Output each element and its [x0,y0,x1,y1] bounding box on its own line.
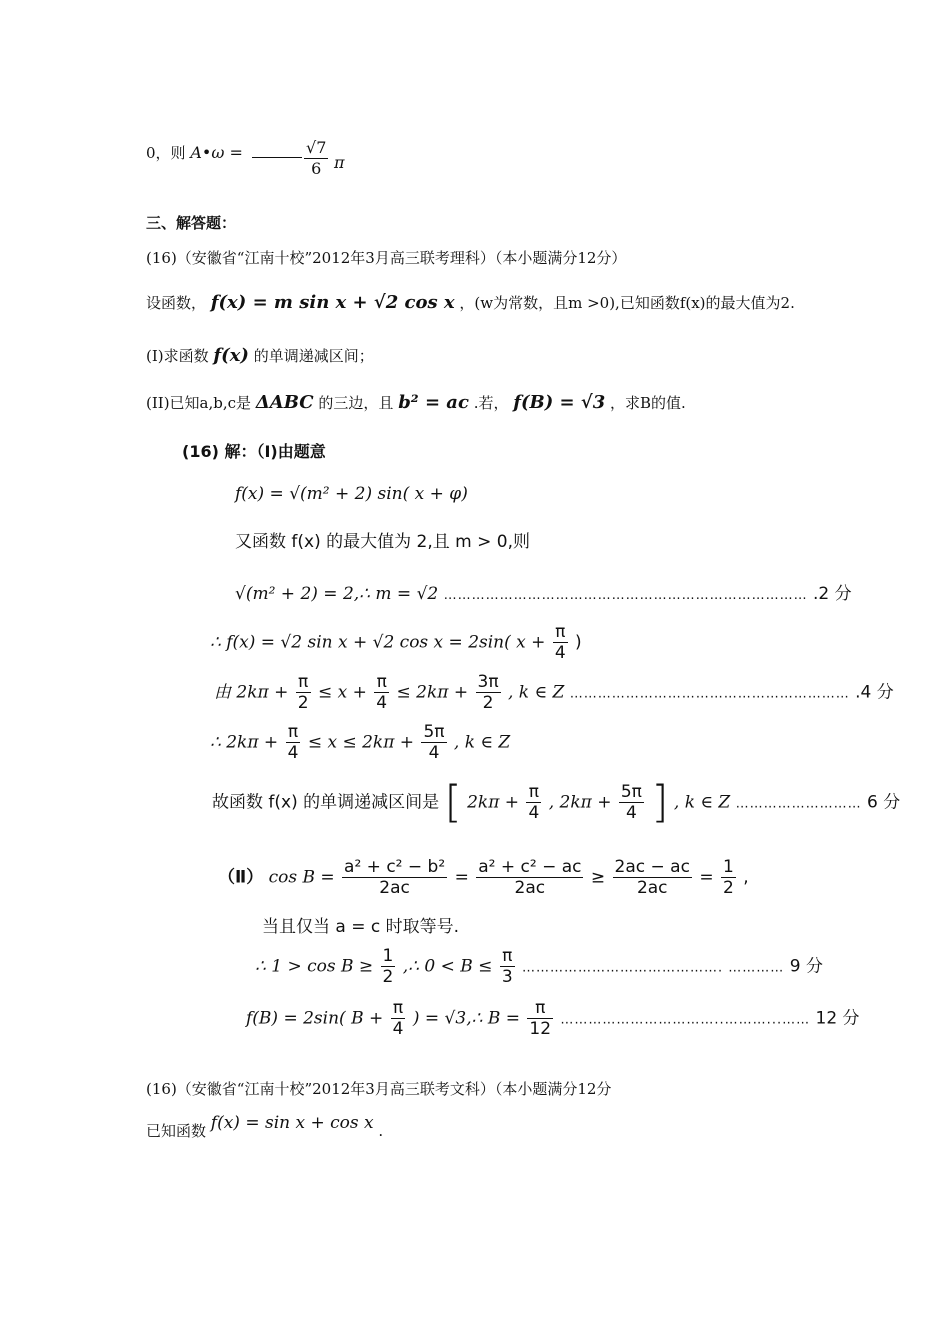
problem1-part2 [146,392,686,414]
solution-step7 [212,776,901,828]
line3-pre: ∴ 1 > cos B ≥ [255,956,374,977]
step7-tail: , k ∈ Z [673,792,731,813]
top-fraction-den: 6 [311,159,322,178]
step3-dots: …………………………………………………………………… [443,588,808,603]
step5-mid2: ≤ 2kπ + [396,682,469,703]
step5-frac2-num: π [374,672,389,693]
step4-tail: ) [575,632,582,653]
part2-frac3-den: 2ac [636,878,668,898]
line4-frac2-num: π [527,998,553,1019]
step7-left-bracket: [ [444,776,462,828]
step5-frac1 [296,672,311,713]
step7-b: , 2kπ + [548,792,612,813]
problem1-line1-suffix: ，(w为常数，且m >0),已知函数f(x)的最大值为2. [459,294,795,312]
step7-frac1-den: 4 [528,803,540,823]
top-underline [252,147,302,158]
step5-frac3-num: 3π [477,672,499,692]
part2-frac1-num: a² + c² − b² [344,857,446,877]
part1-suffix: 的单调递减区间； [253,347,374,365]
step5-frac2 [374,672,389,713]
part2-eq: = [454,867,469,888]
problem1-line1 [146,292,795,314]
step5-frac1-den: 2 [297,693,309,713]
problem1-part1 [146,345,374,367]
line4-mid: ) = √3,∴ B = [412,1008,520,1029]
top-pi: π [334,153,345,172]
line3-frac2-num: π [500,946,515,967]
line4-frac1-den: 4 [392,1019,404,1039]
problem1-line1-prefix: 设函数， [146,294,207,312]
line3-frac1-num: 1 [382,946,394,966]
step7-dots: ……………………… [735,796,862,812]
part2-frac4 [721,857,736,898]
step4-expr: ∴ f(x) = √2 sin x + √2 cos x = 2sin( x + [210,632,546,653]
step7-a: 2kπ + [467,792,520,813]
part2-line1 [218,857,749,898]
part2-mid: 的三边，且 [318,394,394,412]
step5-pre: 由 2kπ + [214,682,289,703]
line4-frac1 [391,998,406,1039]
part2-fb: f(B) = √3 [513,392,606,413]
solution-step2: 又函数 f(x) 的最大值为 2,且 m > 0,则 [235,532,530,552]
line3-frac1 [381,946,396,987]
top-line [146,142,243,164]
step6-pre: ∴ 2kπ + [210,732,279,753]
step7-frac1-num: π [526,782,541,803]
part1-func: f(x) [213,345,249,366]
step5-frac2-den: 4 [376,693,388,713]
step3-score: .2 分 [813,584,852,604]
step5-tail: , k ∈ Z [507,682,565,703]
step7-score: 6 分 [867,792,901,813]
problem2-line1 [146,1113,384,1142]
step7-pre: 故函数 f(x) 的单调递减区间是 [212,792,440,813]
line4-frac1-num: π [391,998,406,1019]
line3-frac2 [500,946,515,987]
step5-mid1: ≤ x + [317,682,367,703]
part2-line2: 当且仅当 a = c 时取等号. [262,917,460,937]
step6-frac2-num: 5π [423,722,445,742]
part1-prefix: (I)求函数 [146,347,209,365]
part2-condition: b² = ac [398,392,469,413]
step5-frac1-num: π [296,672,311,693]
part2-suffix: ，求B的值. [610,394,686,412]
step6-tail: , k ∈ Z [453,732,511,753]
step7-frac2-num: 5π [620,782,642,802]
line4-pre: f(B) = 2sin( B + [246,1008,384,1029]
line3-frac1-den: 2 [382,967,394,987]
line4-frac2 [527,998,553,1039]
part2-frac2-den: 2ac [514,878,546,898]
step6-frac2 [421,722,446,763]
section-heading: 三、解答题： [146,214,237,232]
part2-frac4-den: 2 [723,878,734,898]
part2-frac2-num: a² + c² − ac [478,857,582,877]
part2-frac1 [342,857,447,898]
part2-frac4-num: 1 [723,857,734,877]
line4-frac2-den: 12 [529,1019,552,1039]
line3-mid: ,∴ 0 < B ≤ [402,956,493,977]
part2-frac3-num: 2ac − ac [614,857,690,877]
problem2-header: (16)（安徽省“江南十校”2012年3月高三联考文科）（本小题满分12分 [146,1080,612,1098]
part2-cos: cos B = [268,867,335,888]
step6-mid: ≤ x ≤ 2kπ + [307,732,415,753]
step5-frac3 [476,672,501,713]
problem1-header: (16)（安徽省“江南十校”2012年3月高三联考理科）（本小题满分12分） [146,249,627,267]
part2-line4 [246,998,860,1039]
problem2-suffix: . [378,1122,384,1140]
step6-frac1-num: π [286,722,301,743]
step6-frac1 [286,722,301,763]
step4-frac [553,622,568,663]
top-prefix: 0，则 [146,144,186,162]
solution-step5 [214,672,894,713]
line4-score: 12 分 [815,1008,860,1029]
top-fraction-num: √7 [306,138,327,157]
step7-frac1 [526,782,541,823]
step6-frac2-den: 4 [428,743,440,763]
problem2-prefix: 已知函数 [146,1122,207,1140]
step7-frac2 [619,782,644,823]
problem2-function: f(x) = sin x + cos x [210,1113,374,1133]
part2-line3 [255,946,823,987]
solution-step1: f(x) = √(m² + 2) sin( x + φ) [235,484,468,504]
part2-frac3 [613,857,692,898]
step5-frac3-den: 2 [482,693,494,713]
part2-frac1-den: 2ac [379,878,410,898]
step5-dots: …………………………………………………… [569,686,850,702]
line4-dots: ……………………………..………...…… [560,1012,811,1028]
solution-head: (16) 解：（Ⅰ)由题意 [182,442,326,461]
part2-frac2 [476,857,583,898]
line3-dots: ……………………………………. ………… [522,960,785,976]
solution-step3 [235,582,852,608]
step3-expr: √(m² + 2) = 2,∴ m = √2 [235,584,439,604]
part2-eq2: = [699,867,714,888]
part2-mid2: .若， [473,394,509,412]
top-fraction [304,138,328,179]
part2-triangle: ΔABC [255,392,314,413]
line3-score: 9 分 [789,956,823,977]
part2-ge: ≥ [590,867,606,888]
step7-right-bracket: ] [651,776,669,828]
step6-frac1-den: 4 [287,743,299,763]
top-expr: A•ω = [190,143,243,162]
step4-frac-num: π [553,622,568,643]
step7-frac2-den: 4 [625,803,637,823]
solution-step4 [210,622,582,663]
problem1-function: f(x) = m sin x + √2 cos x [210,292,455,313]
step4-frac-den: 4 [554,643,566,663]
part2-label: （Ⅱ） [218,867,264,888]
part2-prefix: (II)已知a,b,c是 [146,394,252,412]
step5-score: .4 分 [855,682,894,703]
line3-frac2-den: 3 [501,967,513,987]
part2-comma: , [743,867,749,888]
solution-step6 [210,722,510,763]
